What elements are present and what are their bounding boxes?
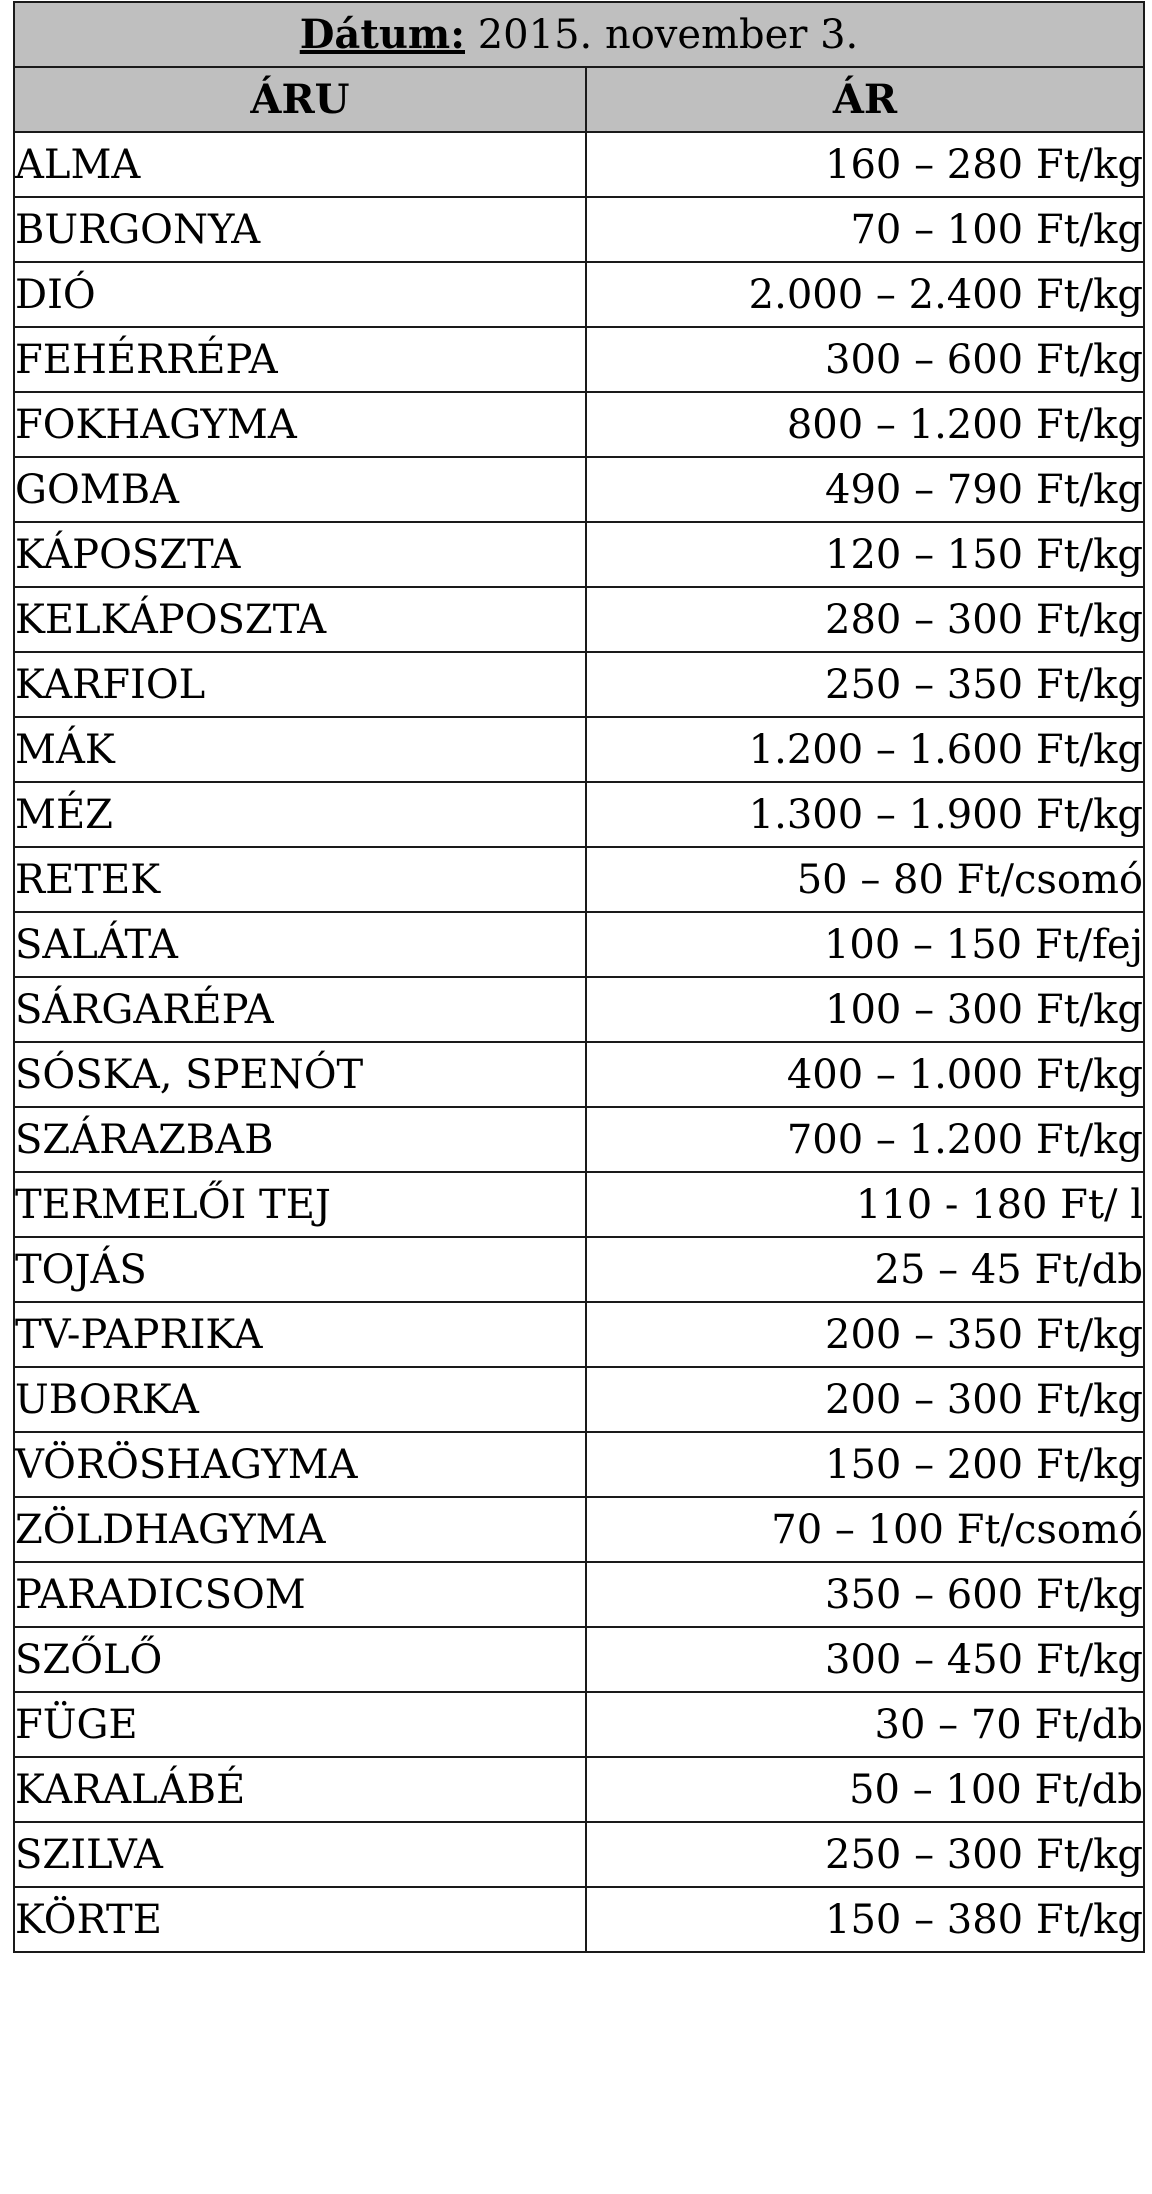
price-range-cell: 800 – 1.200 Ft/kg <box>586 392 1144 457</box>
price-range-cell: 300 – 450 Ft/kg <box>586 1627 1144 1692</box>
table-row <box>14 717 1144 782</box>
price-range-cell: 280 – 300 Ft/kg <box>586 587 1144 652</box>
item-name-cell: TERMELŐI TEJ <box>14 1172 586 1237</box>
price-table <box>13 1 1145 1953</box>
item-name-cell: BURGONYA <box>14 197 586 262</box>
item-name-cell: MÉZ <box>14 782 586 847</box>
item-name-cell: SÓSKA, SPENÓT <box>14 1042 586 1107</box>
price-range-cell: 30 – 70 Ft/db <box>586 1692 1144 1757</box>
table-row <box>14 1562 1144 1627</box>
table-row <box>14 847 1144 912</box>
item-name-cell: ZÖLDHAGYMA <box>14 1497 586 1562</box>
price-range-cell: 1.300 – 1.900 Ft/kg <box>586 782 1144 847</box>
item-name-cell: ALMA <box>14 132 586 197</box>
item-name-cell: TOJÁS <box>14 1237 586 1302</box>
price-range-cell: 150 – 200 Ft/kg <box>586 1432 1144 1497</box>
table-row <box>14 132 1144 197</box>
price-range-cell: 120 – 150 Ft/kg <box>586 522 1144 587</box>
price-range-cell: 400 – 1.000 Ft/kg <box>586 1042 1144 1107</box>
date-label: Dátum: <box>299 10 465 58</box>
table-row <box>14 522 1144 587</box>
table-row <box>14 782 1144 847</box>
item-name-cell: KÁPOSZTA <box>14 522 586 587</box>
table-row <box>14 1887 1144 1952</box>
table-row <box>14 587 1144 652</box>
price-table-body <box>14 132 1144 1952</box>
table-row <box>14 1822 1144 1887</box>
item-name-cell: SALÁTA <box>14 912 586 977</box>
item-name-cell: SZILVA <box>14 1822 586 1887</box>
price-range-cell: 250 – 350 Ft/kg <box>586 652 1144 717</box>
price-range-cell: 160 – 280 Ft/kg <box>586 132 1144 197</box>
table-row <box>14 977 1144 1042</box>
item-name-cell: SZÁRAZBAB <box>14 1107 586 1172</box>
date-row <box>14 2 1144 67</box>
price-range-cell: 110 - 180 Ft/ l <box>586 1172 1144 1237</box>
item-name-cell: RETEK <box>14 847 586 912</box>
price-list-document <box>13 1 1143 1953</box>
table-row <box>14 912 1144 977</box>
item-name-cell: FEHÉRRÉPA <box>14 327 586 392</box>
item-name-cell: FÜGE <box>14 1692 586 1757</box>
price-range-cell: 100 – 150 Ft/fej <box>586 912 1144 977</box>
table-row <box>14 392 1144 457</box>
item-name-cell: UBORKA <box>14 1367 586 1432</box>
price-range-cell: 70 – 100 Ft/csomó <box>586 1497 1144 1562</box>
date-value: 2015. november 3. <box>477 11 859 58</box>
item-name-cell: DIÓ <box>14 262 586 327</box>
price-range-cell: 50 – 80 Ft/csomó <box>586 847 1144 912</box>
table-row <box>14 1367 1144 1432</box>
item-name-cell: KARALÁBÉ <box>14 1757 586 1822</box>
table-row <box>14 1172 1144 1237</box>
table-row <box>14 1692 1144 1757</box>
item-name-cell: TV-PAPRIKA <box>14 1302 586 1367</box>
column-header-row <box>14 67 1144 132</box>
price-range-cell: 50 – 100 Ft/db <box>586 1757 1144 1822</box>
item-name-cell: GOMBA <box>14 457 586 522</box>
table-row <box>14 1627 1144 1692</box>
item-name-cell: KARFIOL <box>14 652 586 717</box>
table-row <box>14 327 1144 392</box>
table-row <box>14 1757 1144 1822</box>
price-range-cell: 2.000 – 2.400 Ft/kg <box>586 262 1144 327</box>
table-row <box>14 1432 1144 1497</box>
item-name-cell: MÁK <box>14 717 586 782</box>
price-range-cell: 70 – 100 Ft/kg <box>586 197 1144 262</box>
table-row <box>14 1042 1144 1107</box>
column-header-item: ÁRU <box>14 67 586 132</box>
date-cell <box>14 2 1144 67</box>
table-row <box>14 457 1144 522</box>
table-row <box>14 262 1144 327</box>
item-name-cell: KELKÁPOSZTA <box>14 587 586 652</box>
price-range-cell: 300 – 600 Ft/kg <box>586 327 1144 392</box>
column-header-price: ÁR <box>586 67 1144 132</box>
price-range-cell: 25 – 45 Ft/db <box>586 1237 1144 1302</box>
table-row <box>14 1497 1144 1562</box>
table-row <box>14 197 1144 262</box>
price-range-cell: 490 – 790 Ft/kg <box>586 457 1144 522</box>
price-range-cell: 150 – 380 Ft/kg <box>586 1887 1144 1952</box>
item-name-cell: KÖRTE <box>14 1887 586 1952</box>
table-row <box>14 652 1144 717</box>
item-name-cell: FOKHAGYMA <box>14 392 586 457</box>
table-row <box>14 1237 1144 1302</box>
table-row <box>14 1302 1144 1367</box>
price-range-cell: 350 – 600 Ft/kg <box>586 1562 1144 1627</box>
price-range-cell: 1.200 – 1.600 Ft/kg <box>586 717 1144 782</box>
item-name-cell: PARADICSOM <box>14 1562 586 1627</box>
price-range-cell: 700 – 1.200 Ft/kg <box>586 1107 1144 1172</box>
price-range-cell: 250 – 300 Ft/kg <box>586 1822 1144 1887</box>
item-name-cell: SÁRGARÉPA <box>14 977 586 1042</box>
table-row <box>14 1107 1144 1172</box>
price-range-cell: 100 – 300 Ft/kg <box>586 977 1144 1042</box>
price-range-cell: 200 – 300 Ft/kg <box>586 1367 1144 1432</box>
item-name-cell: VÖRÖSHAGYMA <box>14 1432 586 1497</box>
price-range-cell: 200 – 350 Ft/kg <box>586 1302 1144 1367</box>
item-name-cell: SZŐLŐ <box>14 1627 586 1692</box>
